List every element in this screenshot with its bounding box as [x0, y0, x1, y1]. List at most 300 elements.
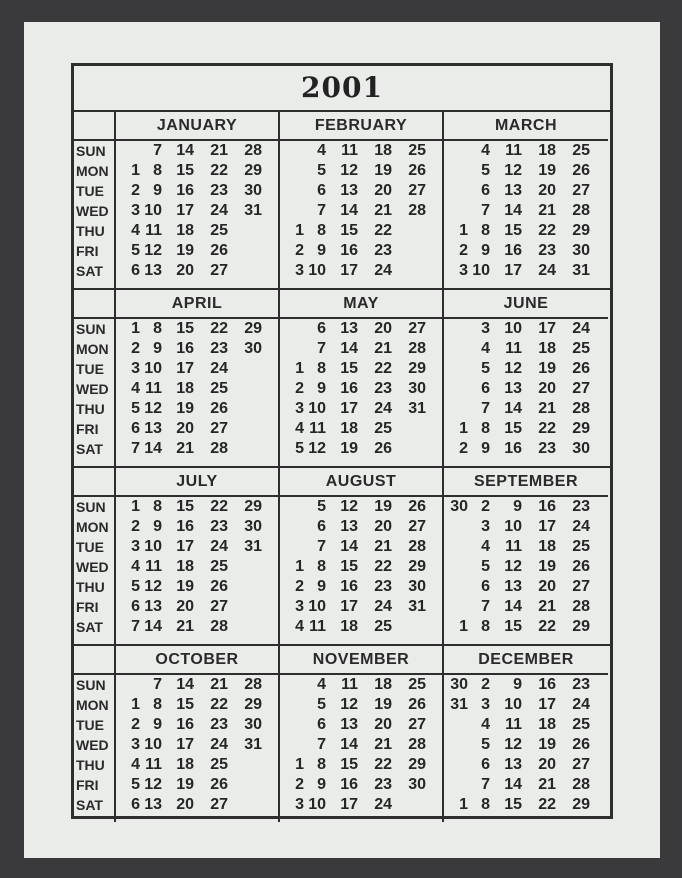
- date-cell: 17: [538, 320, 556, 337]
- date-cell: 25: [210, 380, 228, 397]
- date-cell: 15: [176, 162, 194, 179]
- date-cell: 11: [505, 716, 522, 733]
- date-cell: 27: [572, 756, 590, 773]
- date-cell: 29: [408, 360, 426, 377]
- weekday-label: SUN: [76, 677, 106, 693]
- date-cell: 11: [505, 538, 522, 555]
- date-cell: 11: [341, 142, 358, 159]
- date-cell: 27: [210, 420, 228, 437]
- date-cell: 16: [176, 340, 194, 357]
- date-cell: 4: [131, 380, 140, 397]
- date-cell: 8: [481, 796, 490, 813]
- date-cell: 7: [481, 776, 490, 793]
- date-cell: 2: [131, 340, 140, 357]
- weekday-row: [444, 141, 608, 161]
- date-cell: 18: [538, 716, 556, 733]
- weekday-row: [280, 517, 442, 537]
- weekday-label: TUE: [76, 183, 104, 199]
- weekday-row: [280, 735, 442, 755]
- date-cell: 21: [374, 202, 392, 219]
- date-cell: 21: [210, 142, 228, 159]
- weekday-row: [444, 161, 608, 181]
- date-cell: 23: [374, 380, 392, 397]
- weekday-label: MON: [76, 163, 109, 179]
- date-cell: 18: [176, 380, 194, 397]
- weekday-row: [444, 497, 608, 517]
- date-cell: 17: [340, 400, 358, 417]
- date-cell: 2: [295, 776, 304, 793]
- date-cell: 25: [572, 142, 590, 159]
- weekday-row: [116, 419, 278, 439]
- date-cell: 30: [244, 340, 262, 357]
- date-cell: 24: [374, 262, 392, 279]
- weekday-label: TUE: [76, 717, 104, 733]
- date-cell: 12: [504, 558, 522, 575]
- date-cell: 21: [176, 440, 194, 457]
- date-cell: 13: [144, 420, 162, 437]
- date-cell: 12: [504, 360, 522, 377]
- date-cell: 5: [317, 696, 326, 713]
- date-cell: 17: [176, 538, 194, 555]
- date-cell: 10: [308, 598, 326, 615]
- date-cell: 19: [176, 578, 194, 595]
- date-cell: 6: [317, 518, 326, 535]
- weekday-row: [444, 617, 608, 637]
- date-cell: 20: [176, 796, 194, 813]
- month-block-january: [116, 112, 280, 288]
- date-cell: 11: [145, 558, 162, 575]
- month-name: NOVEMBER: [280, 646, 442, 675]
- month-block-june: [444, 290, 608, 466]
- weekday-row: [116, 141, 278, 161]
- date-cell: 17: [504, 262, 522, 279]
- date-cell: 6: [131, 420, 140, 437]
- date-cell: 18: [176, 558, 194, 575]
- date-cell: 3: [131, 736, 140, 753]
- weekday-label: SAT: [76, 619, 103, 635]
- date-cell: 28: [408, 736, 426, 753]
- date-cell: 9: [153, 518, 162, 535]
- date-cell: 21: [538, 776, 556, 793]
- weekday-label: THU: [76, 757, 105, 773]
- weekday-column: [74, 112, 116, 288]
- date-cell: 17: [176, 736, 194, 753]
- date-cell: 18: [176, 756, 194, 773]
- weekday-label: MON: [76, 697, 109, 713]
- date-cell: 28: [572, 776, 590, 793]
- date-cell: 11: [341, 676, 358, 693]
- date-cell: 17: [538, 696, 556, 713]
- date-cell: 27: [572, 380, 590, 397]
- date-cell: 24: [572, 696, 590, 713]
- weekday-label: THU: [76, 579, 105, 595]
- date-cell: 31: [408, 598, 426, 615]
- weekday-row: [444, 181, 608, 201]
- weekday-row: [280, 617, 442, 637]
- date-cell: 3: [295, 796, 304, 813]
- date-cell: 9: [317, 242, 326, 259]
- weekday-row: [280, 795, 442, 815]
- weekday-label: MON: [76, 341, 109, 357]
- date-cell: 17: [340, 796, 358, 813]
- weekday-row: [280, 537, 442, 557]
- date-cell: 17: [340, 262, 358, 279]
- weekday-row: [444, 715, 608, 735]
- date-cell: 3: [295, 262, 304, 279]
- date-cell: 29: [244, 696, 262, 713]
- date-cell: 28: [408, 340, 426, 357]
- date-cell: 23: [572, 498, 590, 515]
- weekday-row: [280, 261, 442, 281]
- date-cell: 27: [210, 262, 228, 279]
- date-cell: 11: [145, 222, 162, 239]
- date-cell: 9: [153, 182, 162, 199]
- date-cell: 1: [131, 320, 140, 337]
- date-cell: 29: [244, 162, 262, 179]
- date-cell: 21: [538, 598, 556, 615]
- date-cell: 3: [481, 518, 490, 535]
- weekday-row: [444, 557, 608, 577]
- date-cell: 27: [408, 716, 426, 733]
- date-cell: 8: [153, 498, 162, 515]
- date-cell: 26: [408, 162, 426, 179]
- date-cell: 22: [374, 222, 392, 239]
- weekday-row: [116, 557, 278, 577]
- date-cell: 17: [176, 360, 194, 377]
- date-cell: 12: [144, 578, 162, 595]
- weekday-row: [444, 577, 608, 597]
- date-cell: 24: [210, 202, 228, 219]
- date-cell: 24: [374, 400, 392, 417]
- month-name: APRIL: [116, 290, 278, 319]
- date-cell: 27: [210, 796, 228, 813]
- date-cell: 9: [513, 676, 522, 693]
- weekday-row: [116, 439, 278, 459]
- date-cell: 3: [131, 360, 140, 377]
- date-cell: 22: [210, 498, 228, 515]
- date-cell: 25: [572, 340, 590, 357]
- month-block-march: [444, 112, 608, 288]
- weekday-row: [280, 221, 442, 241]
- date-cell: 16: [340, 776, 358, 793]
- date-cell: 2: [295, 578, 304, 595]
- date-cell: 12: [340, 498, 358, 515]
- date-cell: 8: [481, 222, 490, 239]
- date-cell: 15: [504, 222, 522, 239]
- date-cell: 3: [295, 400, 304, 417]
- date-cell: 28: [244, 142, 262, 159]
- quarter-block: [74, 112, 610, 288]
- date-cell: 20: [374, 320, 392, 337]
- date-cell: 20: [176, 262, 194, 279]
- date-cell: 6: [131, 598, 140, 615]
- date-cell: 22: [538, 796, 556, 813]
- weekday-label: TUE: [76, 539, 104, 555]
- month-name: FEBRUARY: [280, 112, 442, 141]
- month-name: JULY: [116, 468, 278, 497]
- date-cell: 22: [210, 320, 228, 337]
- date-cell: 9: [317, 776, 326, 793]
- date-cell: 15: [176, 498, 194, 515]
- date-cell: 28: [210, 440, 228, 457]
- date-cell: 27: [572, 578, 590, 595]
- weekday-row: [444, 201, 608, 221]
- weekday-row: [280, 755, 442, 775]
- date-cell: 5: [481, 736, 490, 753]
- date-cell: 10: [308, 796, 326, 813]
- date-cell: 5: [481, 558, 490, 575]
- date-cell: 8: [481, 618, 490, 635]
- date-cell: 12: [504, 736, 522, 753]
- date-cell: 22: [538, 618, 556, 635]
- date-cell: 16: [504, 440, 522, 457]
- weekday-row: [280, 141, 442, 161]
- date-cell: 23: [210, 716, 228, 733]
- date-cell: 16: [176, 716, 194, 733]
- date-cell: 12: [144, 400, 162, 417]
- quarter-block: [74, 646, 610, 822]
- date-cell: 19: [538, 162, 556, 179]
- weekday-row: [116, 537, 278, 557]
- weekday-row: [280, 319, 442, 339]
- date-cell: 29: [244, 320, 262, 337]
- weekday-label: WED: [76, 203, 109, 219]
- date-cell: 1: [131, 696, 140, 713]
- date-cell: 4: [295, 618, 304, 635]
- date-cell: 6: [317, 716, 326, 733]
- date-cell: 24: [374, 598, 392, 615]
- date-cell: 3: [295, 598, 304, 615]
- date-cell: 7: [481, 202, 490, 219]
- date-cell: 15: [340, 558, 358, 575]
- date-cell: 6: [317, 320, 326, 337]
- month-name: AUGUST: [280, 468, 442, 497]
- date-cell: 1: [459, 618, 468, 635]
- weekday-row: [280, 201, 442, 221]
- date-cell: 19: [340, 440, 358, 457]
- date-cell: 9: [153, 340, 162, 357]
- weekday-row: [116, 775, 278, 795]
- weekday-row: [444, 221, 608, 241]
- date-cell: 25: [374, 420, 392, 437]
- date-cell: 23: [538, 242, 556, 259]
- weekday-header-blank: [74, 468, 114, 497]
- quarter-block: [74, 290, 610, 466]
- weekday-label: SAT: [76, 441, 103, 457]
- date-cell: 27: [572, 182, 590, 199]
- date-cell: 18: [176, 222, 194, 239]
- date-cell: 26: [210, 578, 228, 595]
- date-cell: 10: [472, 262, 490, 279]
- date-cell: 2: [481, 498, 490, 515]
- date-cell: 22: [538, 222, 556, 239]
- month-name: MARCH: [444, 112, 608, 141]
- weekday-row: [116, 221, 278, 241]
- date-cell: 26: [210, 776, 228, 793]
- weekday-row: [444, 399, 608, 419]
- date-cell: 13: [144, 796, 162, 813]
- date-cell: 9: [513, 498, 522, 515]
- date-cell: 23: [374, 776, 392, 793]
- date-cell: 1: [295, 558, 304, 575]
- date-cell: 28: [408, 538, 426, 555]
- weekday-row: [444, 339, 608, 359]
- date-cell: 14: [504, 776, 522, 793]
- weekday-row: [444, 319, 608, 339]
- date-cell: 12: [308, 440, 326, 457]
- date-cell: 13: [144, 598, 162, 615]
- date-cell: 6: [317, 182, 326, 199]
- weekday-row: [444, 795, 608, 815]
- date-cell: 4: [131, 756, 140, 773]
- weekday-row: [280, 597, 442, 617]
- date-cell: 25: [374, 618, 392, 635]
- month-block-november: [280, 646, 444, 822]
- date-cell: 7: [131, 618, 140, 635]
- weekday-label: SUN: [76, 143, 106, 159]
- weekday-row: [116, 161, 278, 181]
- date-cell: 26: [210, 400, 228, 417]
- date-cell: 15: [504, 618, 522, 635]
- weekday-row: [116, 795, 278, 815]
- date-cell: 5: [131, 242, 140, 259]
- date-cell: 30: [244, 716, 262, 733]
- date-cell: 13: [504, 380, 522, 397]
- weekday-row: [116, 497, 278, 517]
- date-cell: 16: [340, 578, 358, 595]
- date-cell: 7: [317, 202, 326, 219]
- date-cell: 22: [210, 696, 228, 713]
- weekday-row: [280, 577, 442, 597]
- month-name: DECEMBER: [444, 646, 608, 675]
- weekday-row: [116, 339, 278, 359]
- date-cell: 1: [295, 222, 304, 239]
- date-cell: 27: [408, 320, 426, 337]
- month-block-september: [444, 468, 608, 644]
- date-cell: 22: [538, 420, 556, 437]
- weekday-row: [444, 439, 608, 459]
- date-cell: 7: [317, 736, 326, 753]
- date-cell: 5: [317, 162, 326, 179]
- date-cell: 12: [144, 776, 162, 793]
- weekday-row: [280, 339, 442, 359]
- weekday-row: [280, 161, 442, 181]
- weekday-label: WED: [76, 737, 109, 753]
- date-cell: 23: [374, 578, 392, 595]
- weekday-column: [74, 290, 116, 466]
- weekday-row: [280, 497, 442, 517]
- date-cell: 15: [176, 696, 194, 713]
- weekday-row: [280, 419, 442, 439]
- date-cell: 8: [153, 696, 162, 713]
- month-name: MAY: [280, 290, 442, 319]
- weekday-row: [444, 359, 608, 379]
- date-cell: 14: [144, 618, 162, 635]
- weekday-label: TUE: [76, 361, 104, 377]
- calendar-frame: [71, 63, 613, 819]
- weekday-row: [116, 181, 278, 201]
- date-cell: 8: [317, 756, 326, 773]
- month-block-july: [116, 468, 280, 644]
- date-cell: 25: [408, 676, 426, 693]
- date-cell: 14: [144, 440, 162, 457]
- year-title: 2001: [301, 71, 383, 104]
- date-cell: 2: [131, 518, 140, 535]
- date-cell: 20: [176, 420, 194, 437]
- date-cell: 23: [210, 340, 228, 357]
- weekday-label: THU: [76, 223, 105, 239]
- weekday-row: [116, 379, 278, 399]
- date-cell: 8: [317, 558, 326, 575]
- date-cell: 7: [481, 400, 490, 417]
- date-cell: 19: [374, 162, 392, 179]
- date-cell: 15: [340, 222, 358, 239]
- weekday-label: SUN: [76, 499, 106, 515]
- date-cell: 13: [504, 578, 522, 595]
- month-name: OCTOBER: [116, 646, 278, 675]
- date-cell: 27: [210, 598, 228, 615]
- date-cell: 18: [538, 340, 556, 357]
- date-cell: 12: [504, 162, 522, 179]
- date-cell: 19: [374, 498, 392, 515]
- date-cell: 11: [505, 340, 522, 357]
- date-cell: 12: [340, 696, 358, 713]
- weekday-column: [74, 468, 116, 644]
- date-cell: 12: [144, 242, 162, 259]
- weekday-row: [116, 241, 278, 261]
- date-cell: 4: [481, 340, 490, 357]
- date-cell: 30: [408, 578, 426, 595]
- date-cell: 6: [481, 756, 490, 773]
- date-cell: 28: [572, 400, 590, 417]
- date-cell: 30: [244, 518, 262, 535]
- date-cell: 29: [572, 796, 590, 813]
- date-cell: 7: [481, 598, 490, 615]
- date-cell: 20: [374, 518, 392, 535]
- weekday-column: [74, 646, 116, 822]
- date-cell: 7: [153, 676, 162, 693]
- date-cell: 28: [210, 618, 228, 635]
- date-cell: 21: [374, 736, 392, 753]
- date-cell: 14: [340, 340, 358, 357]
- date-cell: 18: [374, 676, 392, 693]
- weekday-row: [444, 755, 608, 775]
- date-cell: 19: [176, 242, 194, 259]
- weekday-row: [116, 695, 278, 715]
- month-name: SEPTEMBER: [444, 468, 608, 497]
- weekday-label: SAT: [76, 263, 103, 279]
- date-cell: 13: [340, 716, 358, 733]
- weekday-label: SUN: [76, 321, 106, 337]
- date-cell: 25: [210, 222, 228, 239]
- date-cell: 4: [481, 716, 490, 733]
- date-cell: 3: [131, 202, 140, 219]
- month-block-october: [116, 646, 280, 822]
- date-cell: 9: [481, 440, 490, 457]
- date-cell: 26: [572, 162, 590, 179]
- date-cell: 16: [340, 380, 358, 397]
- date-cell: 8: [481, 420, 490, 437]
- date-cell: 18: [374, 142, 392, 159]
- weekday-row: [280, 557, 442, 577]
- date-cell: 28: [572, 202, 590, 219]
- date-cell: 23: [572, 676, 590, 693]
- date-cell: 26: [572, 558, 590, 575]
- weekday-row: [444, 775, 608, 795]
- calendar-card: [24, 22, 660, 858]
- date-cell: 20: [374, 182, 392, 199]
- date-cell: 8: [317, 222, 326, 239]
